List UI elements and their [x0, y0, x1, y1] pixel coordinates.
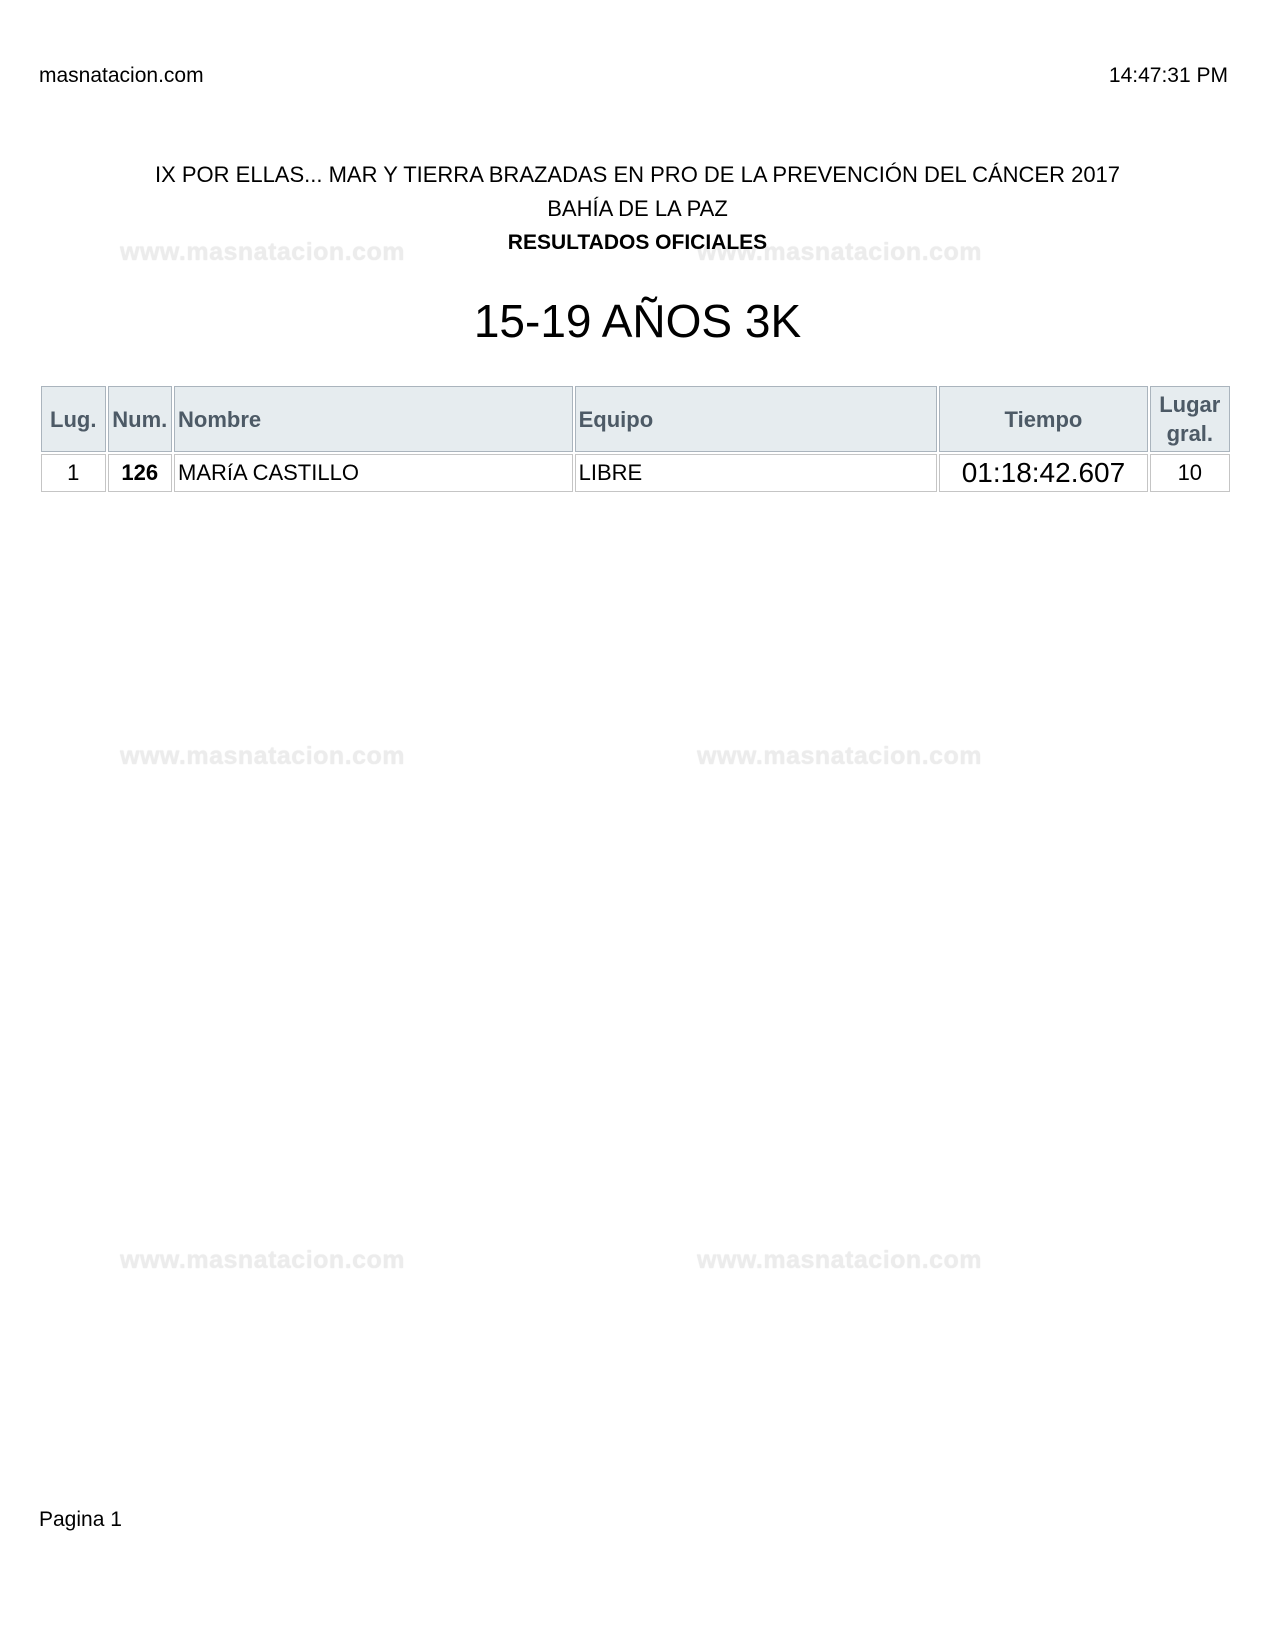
col-header-overall: Lugar gral. — [1150, 386, 1230, 452]
cell-place: 1 — [41, 454, 106, 492]
watermark: www.masnatacion.com — [120, 238, 406, 266]
watermark: www.masnatacion.com — [120, 742, 406, 770]
col-header-number: Num. — [108, 386, 173, 452]
cell-time: 01:18:42.607 — [939, 454, 1147, 492]
results-table — [39, 384, 1232, 494]
event-title: IX POR ELLAS... MAR Y TIERRA BRAZADAS EN PRO DE LA PREVENCIÓN DEL CÁNCER 2017 — [154, 162, 1121, 187]
watermark: www.masnatacion.com — [697, 1246, 983, 1274]
event-location: BAHÍA DE LA PAZ — [547, 196, 728, 221]
site-name: masnatacion.com — [39, 64, 204, 87]
cell-number: 126 — [108, 454, 173, 492]
table-row — [41, 454, 1230, 492]
col-header-place: Lug. — [41, 386, 106, 452]
table-header-row — [41, 386, 1230, 452]
print-time: 14:47:31 PM — [1108, 64, 1228, 87]
watermark: www.masnatacion.com — [120, 1246, 406, 1274]
cell-overall: 10 — [1150, 454, 1230, 492]
cell-team: LIBRE — [575, 454, 938, 492]
cell-name: MARíA CASTILLO — [174, 454, 573, 492]
col-header-team: Equipo — [575, 386, 938, 452]
watermark: www.masnatacion.com — [697, 742, 983, 770]
watermark: www.masnatacion.com — [697, 238, 983, 266]
col-header-time: Tiempo — [939, 386, 1147, 452]
official-results-label: RESULTADOS OFICIALES — [507, 231, 768, 254]
col-header-name: Nombre — [174, 386, 573, 452]
category-title: 15-19 AÑOS 3K — [473, 295, 802, 347]
event-header — [0, 158, 1275, 260]
page-number: Pagina 1 — [39, 1508, 122, 1531]
